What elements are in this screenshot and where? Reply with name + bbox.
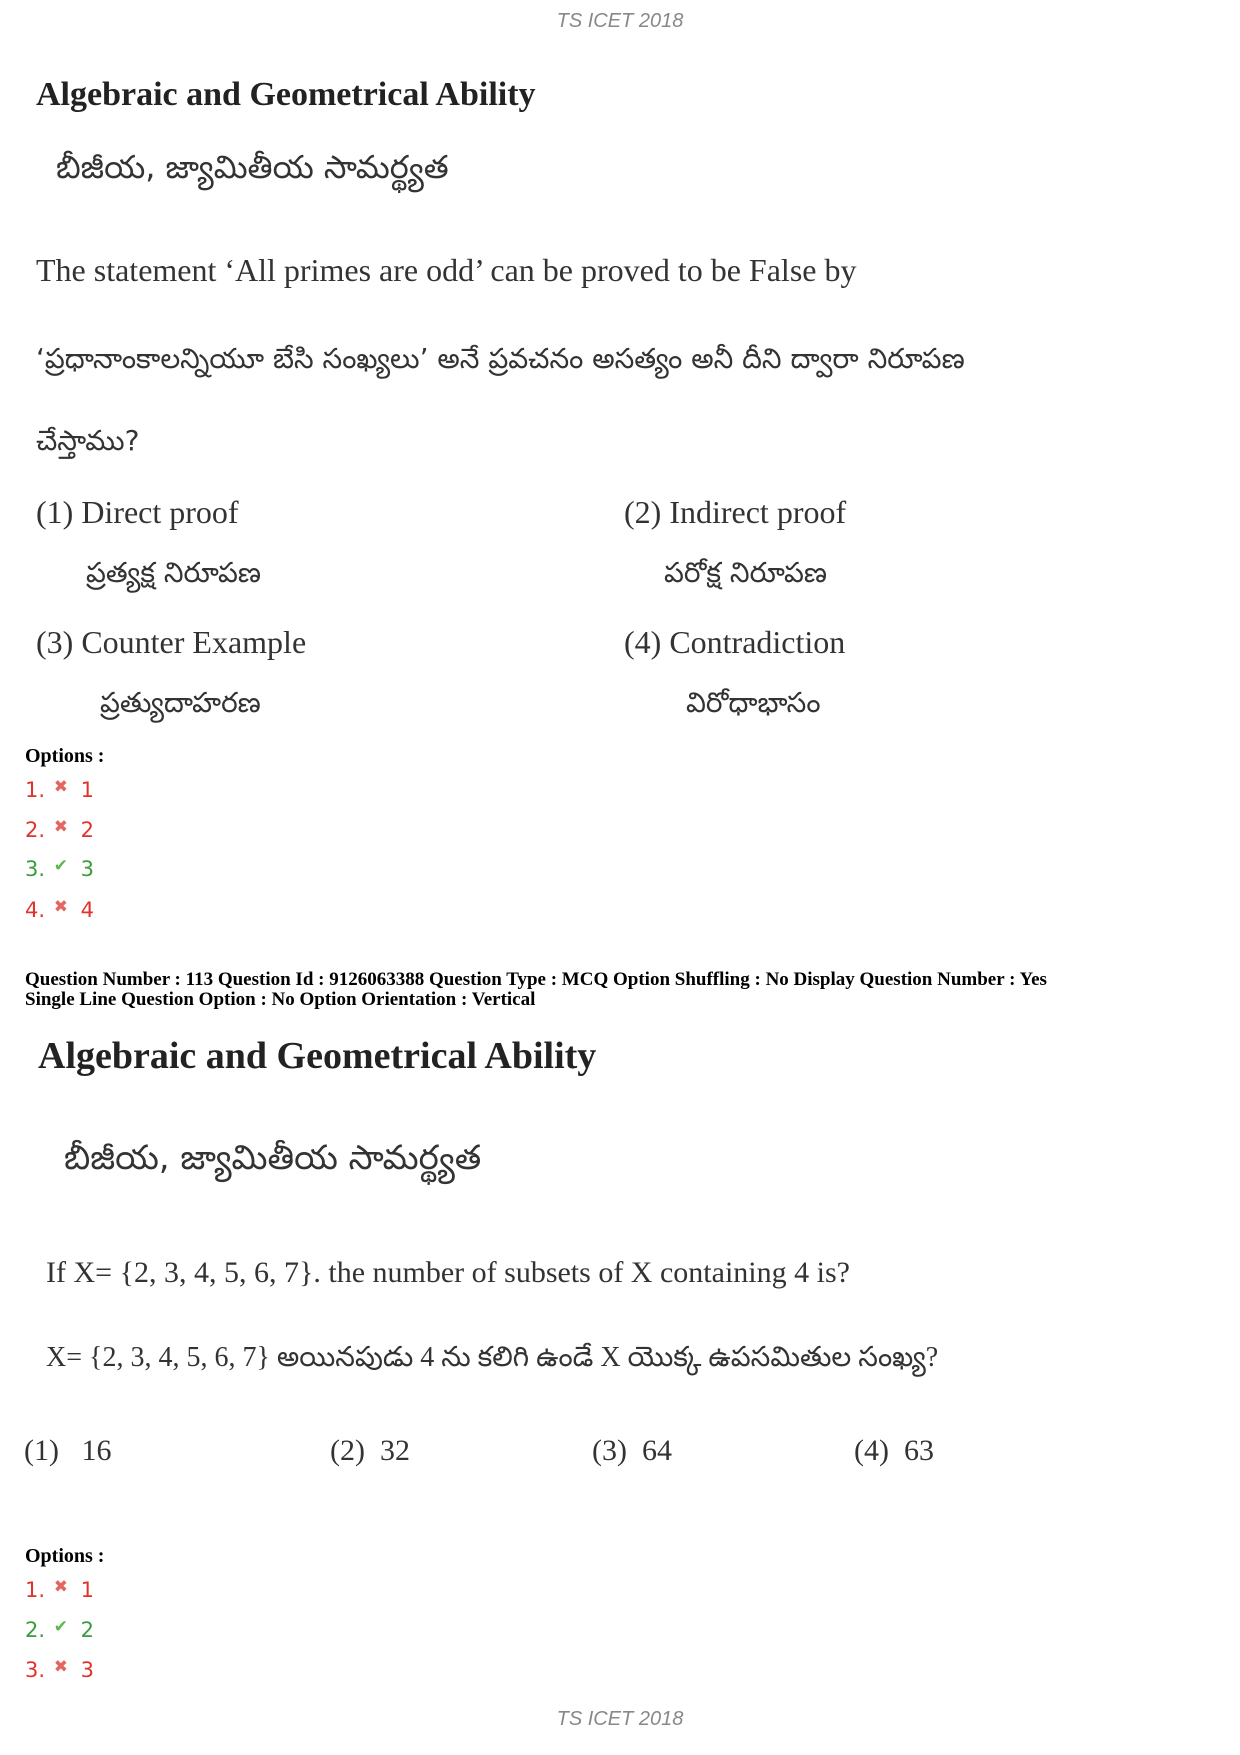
cross-icon: ✖ (53, 1577, 68, 1597)
choice-4: (4) 63 (854, 1434, 934, 1467)
option-number: 2. (25, 818, 46, 842)
cross-icon: ✖ (53, 1657, 68, 1677)
choice-4-te: విరోధాభాసం (686, 686, 821, 719)
page-footer: TS ICET 2018 (556, 1708, 684, 1730)
question-text-te: ‘ప్రధానాంకాలన్నియూ బేసి సంఖ్యలు’ అనే ప్రవచనం అసత్యం అనీ దీని ద్వారా నిరూపణ (36, 342, 965, 375)
question-text-te-cont: చేస్తాము? (36, 424, 140, 457)
check-icon: ✔ (53, 856, 68, 876)
option-row (25, 818, 94, 844)
choice-3-en: (3) Counter Example (36, 624, 307, 660)
choice-2-te: పరోక్ష నిరూపణ (664, 556, 828, 589)
option-value: 3 (80, 857, 95, 881)
question-text-te: X= {2, 3, 4, 5, 6, 7} అయినపుడు 4 ను కలిగి ఉండే X యొక్క ఉపసమితుల సంఖ్య? (46, 1342, 939, 1373)
options-label: Options : (25, 745, 105, 767)
choice-3: (3) 64 (592, 1434, 672, 1467)
option-value: 2 (80, 1618, 95, 1642)
section-title-te: బీజీయ, జ్యామితీయ సామర్థ్యత (64, 1138, 482, 1178)
option-value: 4 (80, 898, 95, 922)
option-row (25, 778, 94, 804)
choice-2-en: (2) Indirect proof (624, 494, 847, 530)
choice-4-en: (4) Contradiction (624, 624, 846, 660)
choice-1-te: ప్రత్యక్ష నిరూపణ (86, 556, 262, 589)
question-meta-cont: Single Line Question Option : No Option Orientation : Vertical (25, 989, 536, 1010)
check-icon: ✔ (53, 1617, 68, 1637)
option-row (25, 1658, 94, 1684)
question-text-en: If X= {2, 3, 4, 5, 6, 7}. the number of subsets of X containing 4 is? (46, 1256, 850, 1289)
option-number: 1. (25, 1578, 46, 1602)
option-value: 3 (80, 1658, 95, 1682)
option-row (25, 1618, 94, 1644)
option-number: 1. (25, 778, 46, 802)
question-text-en: The statement ‘All primes are odd’ can be proved to be False by (36, 252, 857, 288)
choice-1: (1) 16 (24, 1434, 112, 1467)
option-row (25, 1578, 94, 1604)
option-value: 2 (80, 818, 95, 842)
section-title-en: Algebraic and Geometrical Ability (36, 76, 536, 113)
option-number: 2. (25, 1618, 46, 1642)
option-number: 3. (25, 857, 46, 881)
option-value: 1 (80, 1578, 95, 1602)
option-number: 4. (25, 898, 46, 922)
option-row (25, 857, 94, 883)
page-header: TS ICET 2018 (556, 10, 684, 32)
section-title-te: బీజీయ, జ్యామితీయ సామర్థ్యత (56, 148, 449, 186)
cross-icon: ✖ (53, 897, 68, 917)
question-meta: Question Number : 113 Question Id : 9126063388 Question Type : MCQ Option Shuffling : No Display Question Number : Yes (25, 969, 1047, 990)
cross-icon: ✖ (53, 777, 68, 797)
option-value: 1 (80, 778, 95, 802)
cross-icon: ✖ (53, 817, 68, 837)
option-number: 3. (25, 1658, 46, 1682)
section-title-en: Algebraic and Geometrical Ability (38, 1035, 597, 1077)
choice-2: (2) 32 (330, 1434, 410, 1467)
choice-3-te: ప్రత్యుదాహరణ (100, 686, 261, 719)
choice-1-en: (1) Direct proof (36, 494, 239, 530)
options-label: Options : (25, 1545, 105, 1567)
option-row (25, 898, 94, 924)
